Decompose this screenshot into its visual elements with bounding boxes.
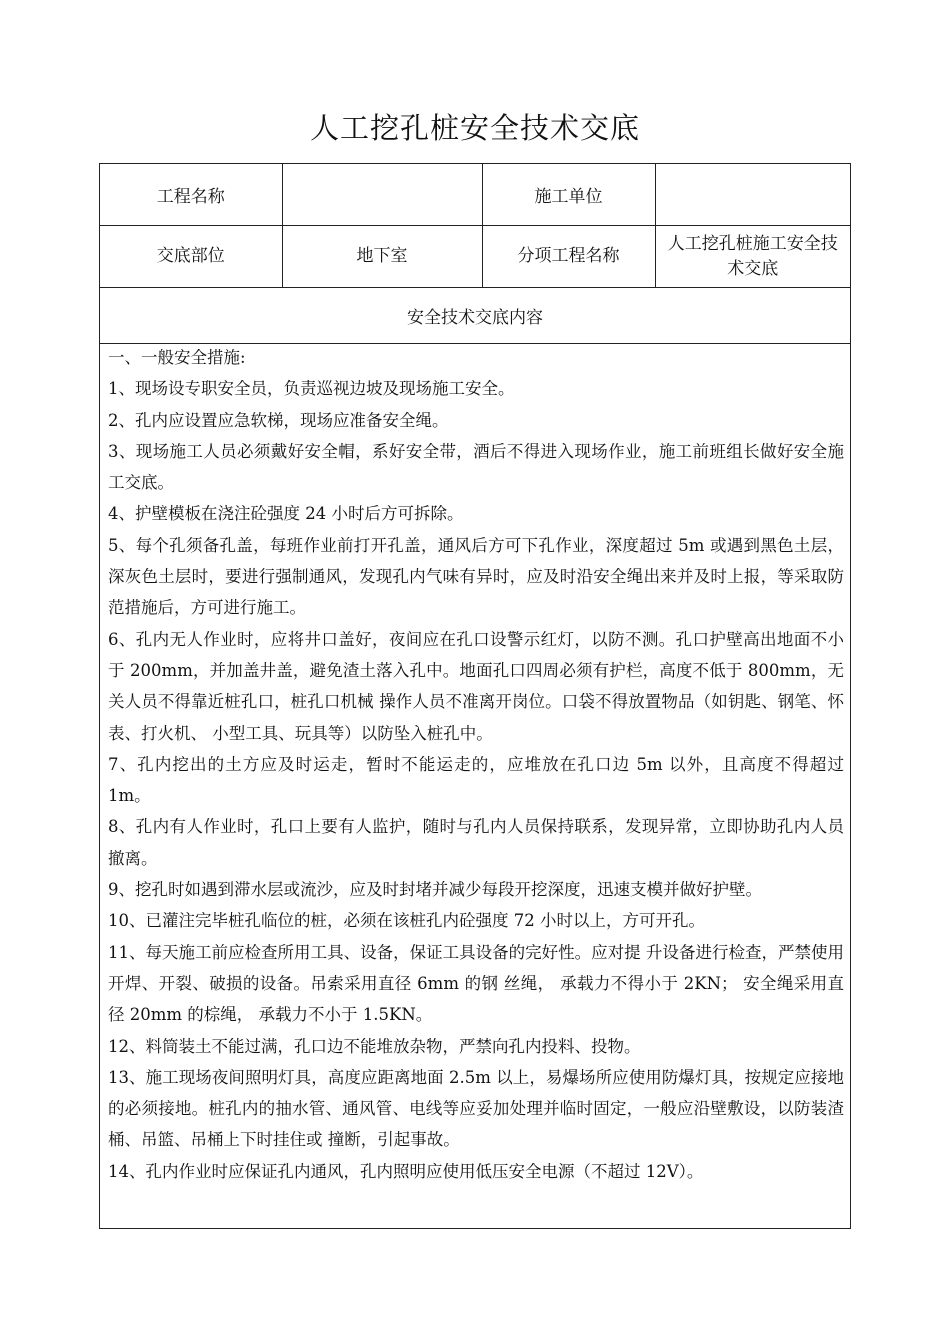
location-label: 交底部位 (100, 226, 282, 288)
contractor-value (655, 164, 850, 226)
subproject-label: 分项工程名称 (482, 226, 655, 288)
content-line: 1、现场设专职安全员，负责巡视边坡及现场施工安全。 (108, 379, 515, 399)
content-line: 8、孔内有人作业时，孔口上要有人监护，随时与孔内人员保持联系，发现异常，立即协助孔内人员撤离。 (108, 817, 844, 868)
content-line: 5、每个孔须备孔盖，每班作业前打开孔盖，通风后方可下孔作业，深度超过 5m 或遇到黑色土层，深灰色土层时，要进行强制通风，发现孔内气味有异时，应及时沿安全绳出来并及时上报，等采取防范措施后，方可进行施工。 (108, 535, 844, 618)
content-line: 7、孔内挖出的土方应及时运走，暂时不能运走的，应堆放在孔口边 5m 以外，且高度不得超过 1m。 (108, 754, 844, 806)
content-line: 3、现场施工人员必须戴好安全帽，系好安全带，酒后不得进入现场作业，施工前班组长做好安全施工交底。 (108, 441, 844, 493)
info-table (100, 164, 850, 344)
content-line: 12、料筒装土不能过满，孔口边不能堆放杂物，严禁向孔内投料、投物。 (108, 1036, 641, 1056)
content-line: 4、护壁模板在浇注砼强度 24 小时后方可拆除。 (108, 504, 464, 524)
project-name-label: 工程名称 (100, 164, 282, 226)
content-line: 11、每天施工前应检查所用工具、设备，保证工具设备的完好性。应对提 升设备进行检查，严禁使用开焊、开裂、破损的设备。吊索采用直径 6mm 的钢 丝绳， 承载力不得小于 2KN； 安全绳采用直径 20mm 的棕绳， 承载力不小于 1.5KN。 (108, 942, 844, 1025)
content-body (108, 342, 844, 1187)
location-value: 地下室 (282, 226, 482, 288)
disclosure-form (99, 163, 851, 1229)
info-row-1 (100, 164, 850, 226)
content-line: 一、一般安全措施: (108, 348, 246, 367)
content-line: 14、孔内作业时应保证孔内通风，孔内照明应使用低压安全电源（不超过 12V）。 (108, 1161, 704, 1181)
subproject-value: 人工挖孔桩施工安全技术交底 (655, 226, 850, 288)
document-title: 人工挖孔桩安全技术交底 (309, 111, 640, 145)
content-line: 2、孔内应设置应急软梯，现场应准备安全绳。 (108, 410, 449, 430)
content-heading: 安全技术交底内容 (100, 288, 850, 344)
info-row-2 (100, 226, 850, 288)
content-heading-row (100, 288, 850, 344)
contractor-label: 施工单位 (482, 164, 655, 226)
content-line: 10、已灌注完毕桩孔临位的桩，必须在该桩孔内砼强度 72 小时以上，方可开孔。 (108, 911, 705, 931)
content-line: 9、挖孔时如遇到滞水层或流沙，应及时封堵并减少每段开挖深度，迅速支模并做好护壁。 (108, 880, 762, 900)
project-name-value (282, 164, 482, 226)
content-line: 13、施工现场夜间照明灯具，高度应距离地面 2.5m 以上，易爆场所应使用防爆灯具，按规定应接地的必须接地。桩孔内的抽水管、通风管、电线等应妥加处理并临时固定，一般应沿壁敷设，以防装渣桶、吊篮、吊桶上下时挂住或 撞断，引起事故。 (108, 1067, 844, 1150)
content-line: 6、孔内无人作业时，应将井口盖好，夜间应在孔口设警示红灯，以防不测。孔口护壁高出地面不小于 200mm，并加盖井盖，避免渣土落入孔中。地面孔口四周必须有护栏，高度不低于 800mm，无关人员不得靠近桩孔口，桩孔口机械 操作人员不准离开岗位。口袋不得放置物品（如钥匙、钢笔、怀表、打火机、 小型工具、玩具等）以防坠入桩孔中。 (108, 629, 844, 743)
